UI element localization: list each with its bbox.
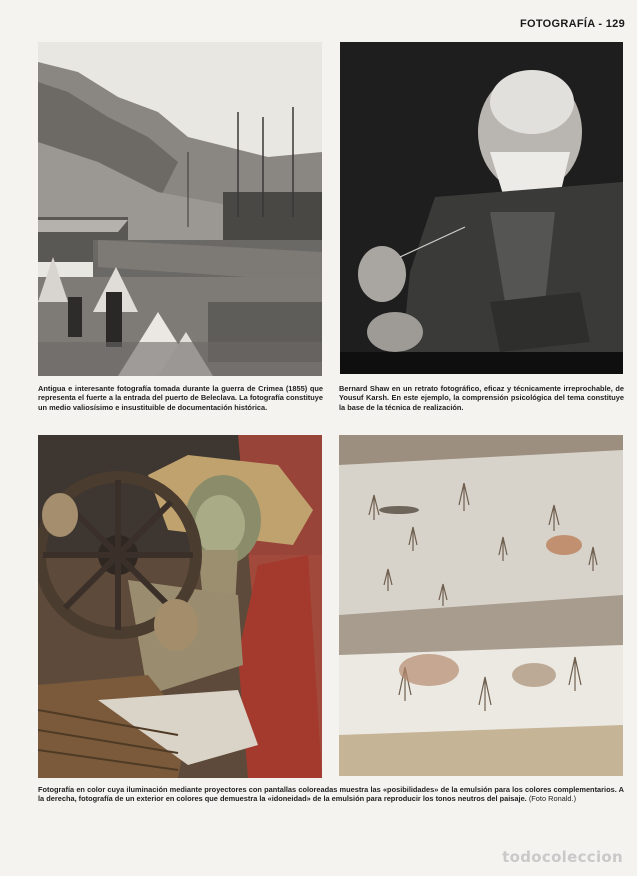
colored-lighting-photo [38,435,322,778]
color-caption-body: Fotografía en color cuya iluminación mediante proyectores con pantallas coloreadas muestra las «posibilidades» de la emulsión para los colores complementarios. A la derecha, fotografía de un exterior en colores que demuestra la «idoneidad» de la emulsión para reproducir los tonos neutros del paisaje. [38,785,624,804]
shaw-caption [339,384,624,412]
page-number: 129 [605,18,625,30]
crimea-war-photo [38,42,322,376]
header-separator: - [598,18,603,30]
watermark: todocoleccion [502,848,623,866]
photo-credit: (Foto Ronald.) [528,794,577,804]
bernard-shaw-portrait [340,42,623,374]
crimea-caption-text: Antigua e interesante fotografía tomada durante la guerra de Crimea (1855) que representa el fuerte a la entrada del puerto de Beleclava. La fotografía constituye un medio valiosísimo e insustituible de documentación histórica. [38,384,323,412]
color-photos-caption [38,785,624,804]
color-photos-caption-text [38,785,624,804]
section-title: FOTOGRAFÍA [519,18,596,30]
shaw-caption-text: Bernard Shaw en un retrato fotográfico, eficaz y técnicamente irreprochable, de Yousuf Karsh. En este ejemplo, la comprensión psicológica del tema constituye la base de la técnica de realización. [339,384,624,412]
landscape-photo [339,435,623,776]
crimea-caption [38,384,323,412]
page-header [520,18,625,30]
